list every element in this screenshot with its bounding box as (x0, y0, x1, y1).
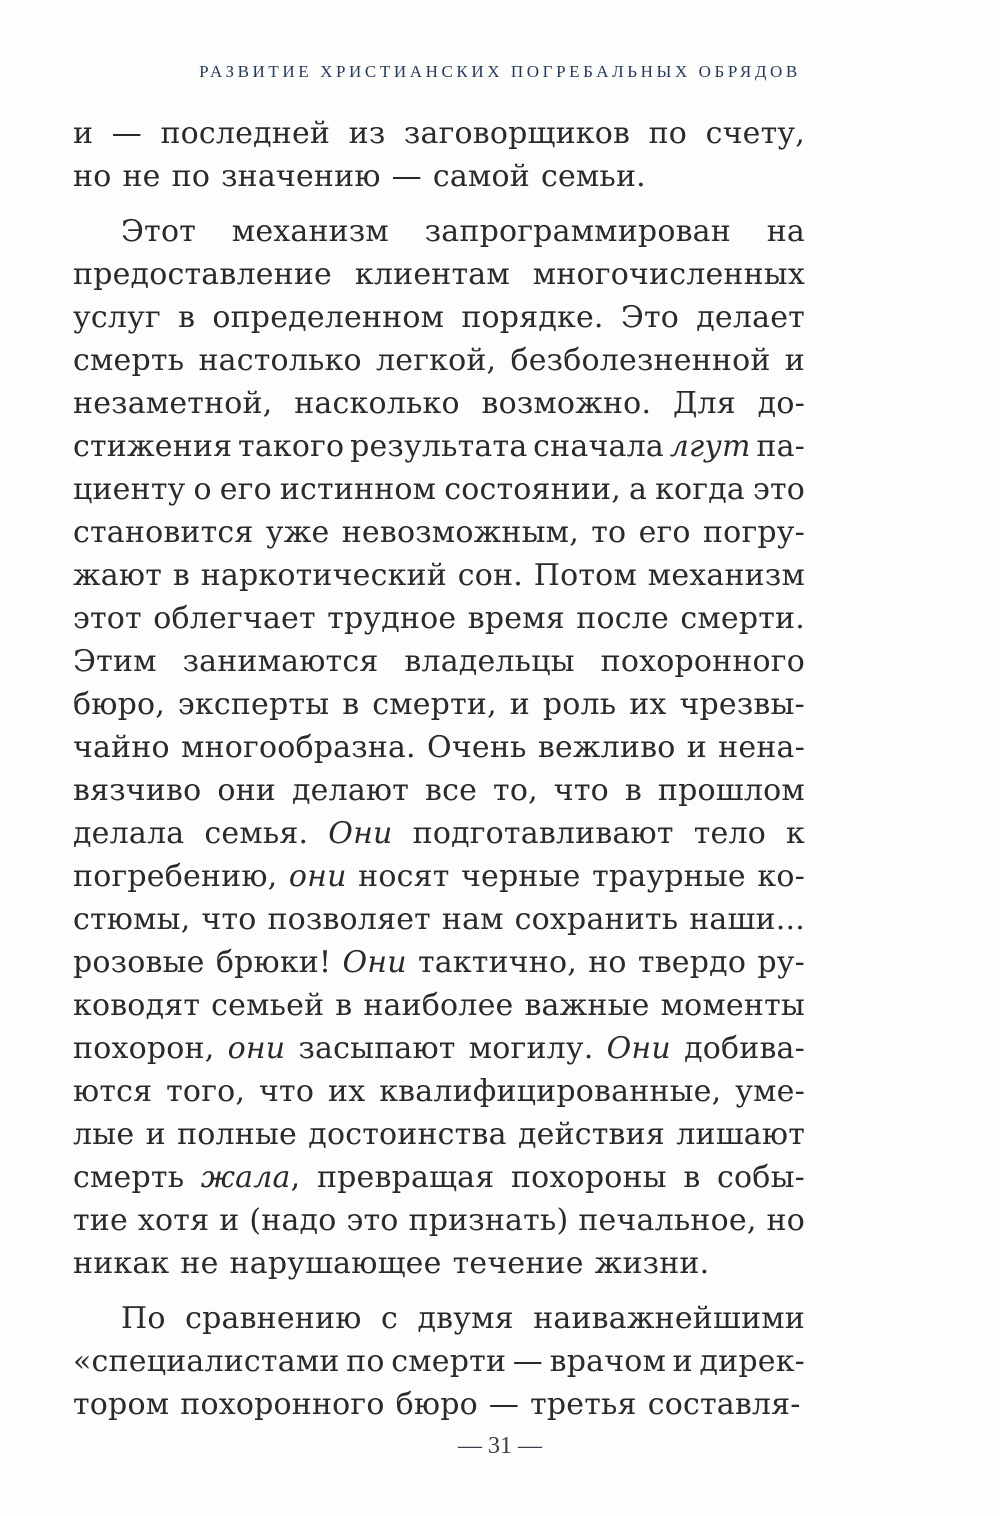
text-line: тие хотя и (надо это признать) печальное, но (73, 1203, 805, 1238)
text-line: незаметной, насколько возможно. Для до- (73, 386, 805, 421)
text-line: предоставление клиентам многочисленных (73, 257, 805, 292)
paragraph-gap (73, 198, 805, 210)
text-line: становится уже невозможным, то его погру- (73, 515, 805, 550)
text-line: этот облегчает трудное время после смерти. (73, 601, 805, 636)
text-line: По сравнению с двумя наиважнейшими (121, 1301, 805, 1336)
text-line: но не по значению — самой семьи. (73, 159, 646, 194)
text-line: смерть настолько легкой, безболезненной и (73, 343, 805, 378)
page-number: — 31 — (458, 1433, 542, 1459)
text-line: тором похоронного бюро — третья составля- (73, 1387, 801, 1422)
running-head: РАЗВИТИЕ ХРИСТИАНСКИХ ПОГРЕБАЛЬНЫХ ОБРЯДОВ (199, 62, 801, 81)
text-line: погребению, они носят черные траурные ко- (73, 859, 805, 894)
text-line: вязчиво они делают все то, что в прошлом (73, 773, 805, 808)
text-line: Этим занимаются владельцы похоронного (73, 644, 805, 679)
body-text (73, 112, 805, 1426)
text-line: циенту о его истинном состоянии, а когда это (73, 472, 805, 507)
text-line: услуг в определенном порядке. Это делает (73, 300, 805, 335)
paragraph (73, 1297, 805, 1426)
text-line: ководят семьей в наиболее важные моменты (73, 988, 805, 1023)
text-line: ются того, что их квалифицированные, уме- (73, 1074, 805, 1109)
text-line: стижения такого результата сначала лгут па- (73, 429, 805, 464)
text-line: смерть жала, превращая похороны в собы- (73, 1160, 805, 1195)
text-line: чайно многообразна. Очень вежливо и нена- (73, 730, 805, 765)
text-line: похорон, они засыпают могилу. Они добива- (73, 1031, 805, 1066)
text-line: розовые брюки! Они тактично, но твердо ру- (73, 945, 805, 980)
text-line: делала семья. Они подготавливают тело к (73, 816, 805, 851)
paragraph (73, 112, 805, 198)
text-line: стюмы, что позволяет нам сохранить наши... (73, 902, 805, 937)
text-line: лые и полные достоинства действия лишают (73, 1117, 805, 1152)
text-line: жают в наркотический сон. Потом механизм (73, 558, 805, 593)
text-line: Этот механизм запрограммирован на (121, 214, 805, 249)
paragraph (73, 210, 805, 1285)
text-line: «специалистами по смерти — врачом и дирек- (73, 1344, 805, 1379)
paragraph-gap (73, 1285, 805, 1297)
text-line: бюро, эксперты в смерти, и роль их чрезвы- (73, 687, 805, 722)
text-line: никак не нарушающее течение жизни. (73, 1246, 710, 1281)
text-line: и — последней из заговорщиков по счету, (73, 116, 805, 151)
